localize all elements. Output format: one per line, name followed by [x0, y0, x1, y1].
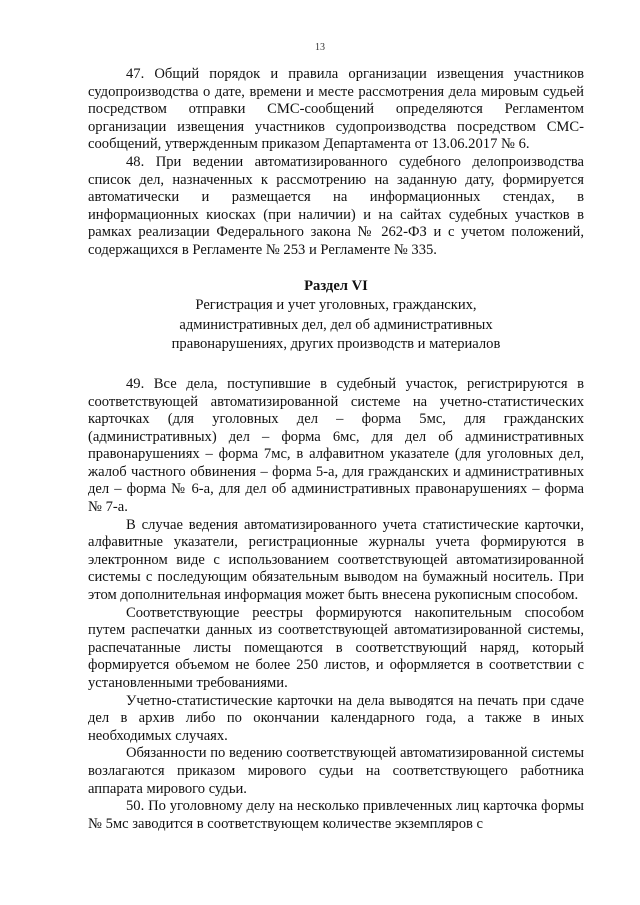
paragraph-48: 48. При ведении автоматизированного судебного делопроизводства список дел, назначенных к рассмотрению на заданную дату, формируется автоматически и размещается на информационных стендах, в информационных киосках (при наличии) и на сайтах судебных участков в рамках реализации Федерального закона № 262-ФЗ и с учетом положений, содержащихся в Регламенте № 253 и Регламенте № 335. [88, 153, 584, 258]
paragraph-automated-accounting: В случае ведения автоматизированного учета статистические карточки, алфавитные указатели, регистрационные журналы учета формируются в электронном виде с использованием соответствующей автоматизированной системы с последующим обязательным выводом на бумажный носитель. При этом дополнительная информация может быть внесена рукописным способом. [88, 516, 584, 604]
section-title-line: Регистрация и учет уголовных, гражданских, [195, 297, 477, 314]
section-title-line: правонарушениях, других производств и материалов [171, 336, 501, 353]
page-number: 13 [315, 42, 325, 53]
section-number: Раздел VI [304, 277, 368, 294]
paragraph-49: 49. Все дела, поступившие в судебный участок, регистрируются в соответствующей автоматизированной системе на учетно-статистических карточках (для уголовных дел – форма 5мс, для гражданских (административных) дел – форма 6мс, для дел об административных правонарушениях – форма 7мс, в алфавитном указателе (для уголовных дел, жалоб частного обвинения – форма 5-а, для гражданских и административных дел – форма № 6-а, для дел об административных правонарушениях – форма № 7-а. [88, 375, 584, 516]
paragraph-duties: Обязанности по ведению соответствующей автоматизированной системы возлагаются приказом мирового судьи на соответствующего работника аппарата мирового судьи. [88, 745, 584, 797]
paragraph-50: 50. По уголовному делу на несколько привлеченных лиц карточка формы № 5мс заводится в соответствующем количестве экземпляров с [88, 798, 584, 832]
section-spacer [88, 360, 584, 376]
section-title-line: административных дел, дел об административных [179, 316, 493, 333]
section-heading [88, 278, 584, 354]
paragraph-47: 47. Общий порядок и правила организации извещения участников судопроизводства о дате, времени и месте рассмотрения дела мировым судьей посредством отправки СМС-сообщений определяются Регламентом организации извещения участников судопроизводства посредством СМС-сообщений, утвержденным приказом Департамента от 13.06.2017 № 6. [88, 66, 584, 153]
paragraph-cards-printing: Учетно-статистические карточки на дела выводятся на печать при сдаче дел в архив либо по окончании календарного года, а также в иных необходимых случаях. [88, 692, 584, 744]
document-body [88, 66, 584, 833]
paragraph-registers: Соответствующие реестры формируются накопительным способом путем распечатки данных из соответствующей автоматизированной системы, распечатанные листы помещаются в соответствующий наряд, который формируется объемом не более 250 листов, и оформляется в соответствии с установленными требованиями. [88, 604, 584, 691]
